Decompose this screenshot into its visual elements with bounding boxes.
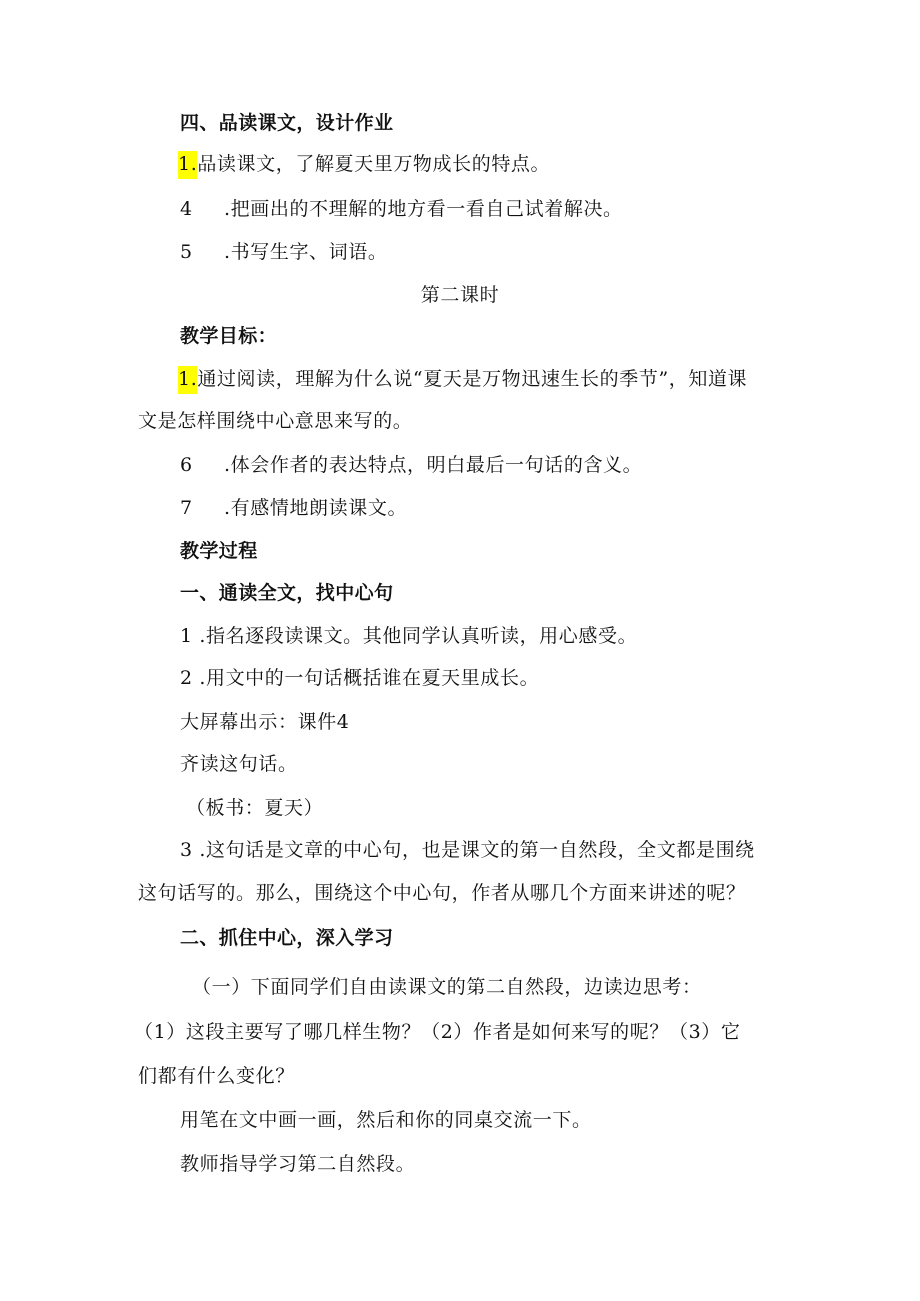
goal3-number: 7	[180, 497, 193, 519]
part1-item1: 1 .指名逐段读课文。其他同学认真听读，用心感受。	[180, 625, 638, 647]
s4-item2-number: 4	[180, 198, 193, 220]
part2-questions-line1: （1）这段主要写了哪几样生物？（2）作者是如何来写的呢？（3）它	[134, 1021, 741, 1043]
board-note: （板书：夏天）	[186, 797, 324, 819]
section4-heading: 四、品读课文，设计作业	[180, 112, 394, 134]
goal1-number: 1.	[178, 366, 197, 394]
goal2-text: .体会作者的表达特点，明白最后一句话的含义。	[224, 454, 643, 476]
goal3-text: .有感情地朗读课文。	[224, 497, 408, 519]
lesson2-title: 第二课时	[420, 284, 500, 306]
goal3	[180, 495, 407, 521]
goal2	[180, 452, 642, 478]
read-together: 齐读这句话。	[180, 753, 298, 775]
goal1-text: 通过阅读，理解为什么说“夏天是万物迅速生长的季节”，知道课	[197, 368, 748, 390]
part1-item3-line2: 这句话写的。那么，围绕这个中心句，作者从哪几个方面来讲述的呢？	[138, 882, 746, 904]
part2-pen: 用笔在文中画一画，然后和你的同桌交流一下。	[180, 1109, 592, 1131]
part2-questions-line2: 们都有什么变化？	[138, 1065, 295, 1087]
s4-item2-text: .把画出的不理解的地方看一看自己试着解决。	[224, 198, 623, 220]
part1-heading: 一、通读全文，找中心句	[180, 582, 394, 604]
goal2-number: 6	[180, 454, 193, 476]
s4-item3-text: .书写生字、词语。	[224, 241, 388, 263]
part2-heading: 二、抓住中心，深入学习	[180, 927, 394, 949]
screen-show: 大屏幕出示：课件4	[180, 711, 350, 733]
s4-item1	[178, 151, 550, 177]
s4-item1-number: 1.	[178, 151, 197, 179]
s4-item3-number: 5	[180, 241, 193, 263]
goal1-line2: 文是怎样围绕中心意思来写的。	[138, 410, 413, 432]
s4-item2	[180, 196, 623, 222]
part1-item3-line1: 3 .这句话是文章的中心句，也是课文的第一自然段，全文都是围绕	[180, 839, 755, 861]
part2-intro: （一）下面同学们自由读课文的第二自然段，边读边思考：	[192, 976, 702, 998]
goals-heading: 教学目标：	[180, 325, 278, 347]
part1-item2: 2 .用文中的一句话概括谁在夏天里成长。	[180, 667, 540, 689]
part2-teacher: 教师指导学习第二自然段。	[180, 1153, 416, 1175]
goal1-line1	[178, 366, 747, 392]
s4-item3	[180, 239, 387, 265]
process-heading: 教学过程	[180, 540, 258, 562]
s4-item1-text: 品读课文，了解夏天里万物成长的特点。	[197, 153, 551, 175]
